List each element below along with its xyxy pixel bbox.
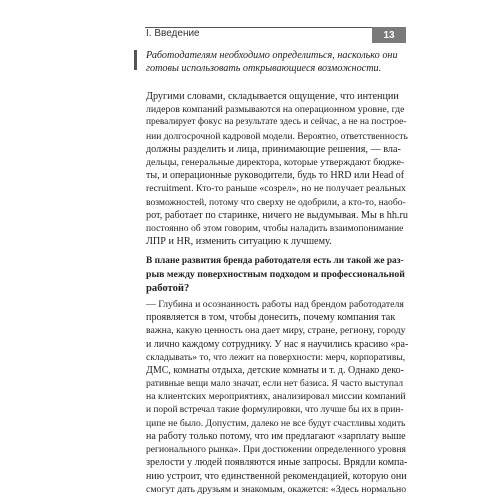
quote-line: Работодателям необходимо определиться, насколько они: [146, 50, 398, 61]
text-line: проявляется в том, чтобы донесить, почему компания так: [146, 312, 396, 324]
text-line: и порой встречал такие формулировки, что лучше бы их в прин-: [146, 404, 404, 415]
text-line: должны разделить и лица, принимающие решения, — вла-: [146, 143, 401, 155]
text-line: — Глубина и осознанность работы над брендом работодателя: [146, 299, 404, 310]
text-line: ДМС, комнаты отдыха, детские комнаты и т. д. Однако деко-: [146, 365, 405, 377]
body-paragraph-1: [146, 90, 408, 248]
quote-line: готовы использовать открывающиеся возможности.: [146, 62, 382, 74]
text-line: ративные вещи мало значат, если нет базиса. Я часто выступал: [146, 378, 404, 390]
text-line: на работу только потому, что им предлагают «зарплату выше: [146, 431, 406, 443]
text-line: нии долгосрочной кадровой модели. Вероятно, ответственность: [146, 130, 408, 142]
text-line: и лично каждому сотруднику. У нас я научились красиво «ра-: [146, 338, 409, 350]
pull-quote: [146, 50, 408, 75]
question-line: работой?: [146, 282, 190, 294]
quote-accent-bar: [134, 50, 137, 70]
text-line: превалирует фокус на результате здесь и сейчас, а не на построе-: [146, 117, 407, 128]
text-line: возможностей, потому что сверху не одобрили, а кто-то, наобо-: [146, 196, 406, 208]
text-line: дельцы, генеральные директора, которые утверждают бюдже-: [146, 157, 405, 169]
text-line: recruitment. Кто-то раньше «созрел», но не получает реальных: [146, 183, 406, 195]
question-line: В плане развития бренда работодателя есть ли такой же раз-: [146, 256, 404, 266]
text-line: лидеров компаний размываются на операционном уровне, где: [146, 104, 405, 116]
page-number: 13: [383, 29, 395, 41]
text-line: складывать» то, что лежит на поверхности: мерч, корпоративы,: [146, 351, 406, 363]
page-number-badge: [372, 27, 406, 43]
text-line: ЛПР и HR, изменить ситуацию к лучшему.: [146, 236, 332, 248]
text-line: на клиентских мероприятиях, анализировал миссии компаний: [146, 391, 406, 403]
question-line: рыв между поверхностным подходом и профессиональной: [146, 269, 405, 281]
text-line: рот, работает по старинке, ничего не выдумывая. Мы в hh.ru: [146, 209, 408, 221]
text-line: Другими словами, складывается ощущение, что интенции: [146, 91, 399, 102]
text-line: регионального рынка». При достижении определенного уровня: [146, 444, 406, 456]
body-paragraph-2: [146, 298, 408, 496]
text-line: важна, какую ценность она дает миру, стране, региону, городу: [146, 325, 406, 337]
interview-question: [146, 255, 408, 295]
text-line: зрелости у людей появляются иные запросы. Врядли компа-: [146, 457, 408, 469]
text-line: смогут дать друзьям и знакомым, окажется: «Здесь нормально: [146, 483, 407, 495]
text-line: постоянно об этом говорим, чтобы наладить взаимопонимание: [146, 223, 404, 235]
text-line: ципе не было. Допустим, далеко не все будут счастливы ходить: [146, 417, 406, 429]
text-line: нию устроит, что единственной рекомендацией, которую они: [146, 470, 407, 482]
text-line: ты, и операционные руководители, будь то HRD или Head of: [146, 170, 405, 182]
chapter-title: I. Введение: [146, 28, 200, 39]
